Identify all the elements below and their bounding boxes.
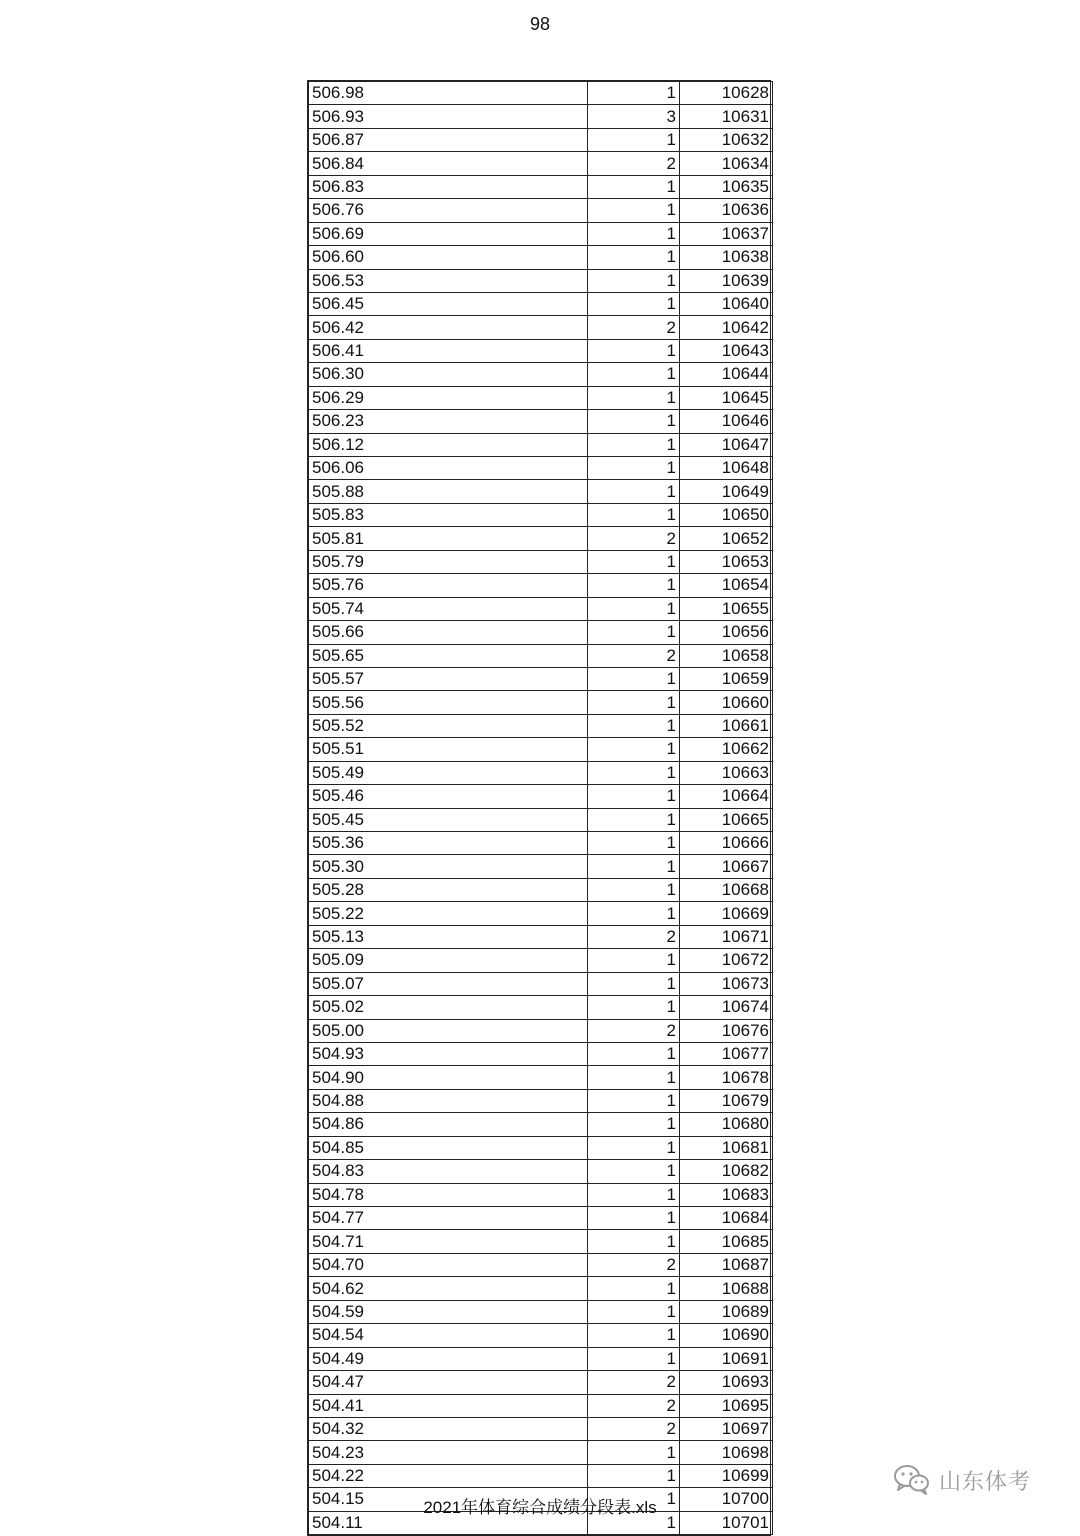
table-row bbox=[309, 878, 773, 901]
table-row bbox=[309, 1183, 773, 1206]
table-row bbox=[309, 1089, 773, 1112]
score-cell: 505.79 bbox=[309, 550, 588, 573]
watermark-text: 山东体考 bbox=[939, 1468, 1032, 1494]
cumulative-cell: 10669 bbox=[680, 902, 773, 925]
cumulative-cell: 10699 bbox=[680, 1464, 773, 1487]
cumulative-cell: 10701 bbox=[680, 1511, 773, 1534]
score-cell: 505.36 bbox=[309, 832, 588, 855]
table-row bbox=[309, 972, 773, 995]
cumulative-cell: 10653 bbox=[680, 550, 773, 573]
score-cell: 504.59 bbox=[309, 1300, 588, 1323]
cumulative-cell: 10688 bbox=[680, 1277, 773, 1300]
cumulative-cell: 10677 bbox=[680, 1042, 773, 1065]
table-row bbox=[309, 175, 773, 198]
score-cell: 504.77 bbox=[309, 1207, 588, 1230]
wechat-icon bbox=[893, 1464, 931, 1496]
cumulative-cell: 10642 bbox=[680, 316, 773, 339]
count-cell: 1 bbox=[588, 433, 680, 456]
cumulative-cell: 10691 bbox=[680, 1347, 773, 1370]
cumulative-cell: 10679 bbox=[680, 1089, 773, 1112]
count-cell: 1 bbox=[588, 621, 680, 644]
score-cell: 504.54 bbox=[309, 1324, 588, 1347]
table-row bbox=[309, 457, 773, 480]
cumulative-cell: 10689 bbox=[680, 1300, 773, 1323]
table-row bbox=[309, 808, 773, 831]
count-cell: 1 bbox=[588, 457, 680, 480]
count-cell: 1 bbox=[588, 1230, 680, 1253]
table-row bbox=[309, 996, 773, 1019]
cumulative-cell: 10631 bbox=[680, 105, 773, 128]
score-cell: 506.29 bbox=[309, 386, 588, 409]
table-row bbox=[309, 621, 773, 644]
cumulative-cell: 10649 bbox=[680, 480, 773, 503]
table-row bbox=[309, 691, 773, 714]
cumulative-cell: 10658 bbox=[680, 644, 773, 667]
count-cell: 1 bbox=[588, 574, 680, 597]
table-row bbox=[309, 1347, 773, 1370]
table-row bbox=[309, 832, 773, 855]
count-cell: 1 bbox=[588, 808, 680, 831]
count-cell: 1 bbox=[588, 1160, 680, 1183]
count-cell: 1 bbox=[588, 949, 680, 972]
count-cell: 1 bbox=[588, 82, 680, 105]
score-cell: 506.42 bbox=[309, 316, 588, 339]
table-row bbox=[309, 1042, 773, 1065]
score-cell: 506.53 bbox=[309, 269, 588, 292]
cumulative-cell: 10663 bbox=[680, 761, 773, 784]
cumulative-cell: 10635 bbox=[680, 175, 773, 198]
cumulative-cell: 10664 bbox=[680, 785, 773, 808]
cumulative-cell: 10652 bbox=[680, 527, 773, 550]
table-row bbox=[309, 339, 773, 362]
score-cell: 506.76 bbox=[309, 199, 588, 222]
score-cell: 504.86 bbox=[309, 1113, 588, 1136]
score-cell: 505.83 bbox=[309, 503, 588, 526]
score-cell: 506.30 bbox=[309, 363, 588, 386]
table-row bbox=[309, 1464, 773, 1487]
table-row bbox=[309, 386, 773, 409]
count-cell: 1 bbox=[588, 199, 680, 222]
table-row bbox=[309, 292, 773, 315]
count-cell: 2 bbox=[588, 1394, 680, 1417]
score-cell: 504.85 bbox=[309, 1136, 588, 1159]
count-cell: 1 bbox=[588, 667, 680, 690]
score-cell: 505.13 bbox=[309, 925, 588, 948]
table-row bbox=[309, 105, 773, 128]
cumulative-cell: 10666 bbox=[680, 832, 773, 855]
count-cell: 1 bbox=[588, 1136, 680, 1159]
score-cell: 504.49 bbox=[309, 1347, 588, 1370]
count-cell: 1 bbox=[588, 1183, 680, 1206]
count-cell: 1 bbox=[588, 1089, 680, 1112]
count-cell: 1 bbox=[588, 1464, 680, 1487]
count-cell: 1 bbox=[588, 386, 680, 409]
table-row bbox=[309, 1019, 773, 1042]
cumulative-cell: 10655 bbox=[680, 597, 773, 620]
score-cell: 506.87 bbox=[309, 128, 588, 151]
count-cell: 1 bbox=[588, 175, 680, 198]
cumulative-cell: 10690 bbox=[680, 1324, 773, 1347]
cumulative-cell: 10643 bbox=[680, 339, 773, 362]
count-cell: 1 bbox=[588, 738, 680, 761]
cumulative-cell: 10648 bbox=[680, 457, 773, 480]
score-cell: 505.81 bbox=[309, 527, 588, 550]
table-row bbox=[309, 785, 773, 808]
cumulative-cell: 10682 bbox=[680, 1160, 773, 1183]
score-cell: 504.47 bbox=[309, 1371, 588, 1394]
count-cell: 2 bbox=[588, 527, 680, 550]
count-cell: 1 bbox=[588, 246, 680, 269]
score-cell: 505.74 bbox=[309, 597, 588, 620]
count-cell: 1 bbox=[588, 292, 680, 315]
table-row bbox=[309, 1277, 773, 1300]
watermark bbox=[893, 1462, 1031, 1498]
cumulative-cell: 10632 bbox=[680, 128, 773, 151]
score-cell: 504.62 bbox=[309, 1277, 588, 1300]
score-cell: 505.45 bbox=[309, 808, 588, 831]
score-cell: 505.66 bbox=[309, 621, 588, 644]
cumulative-cell: 10684 bbox=[680, 1207, 773, 1230]
count-cell: 1 bbox=[588, 1511, 680, 1534]
score-cell: 504.15 bbox=[309, 1488, 588, 1511]
score-cell: 506.23 bbox=[309, 410, 588, 433]
count-cell: 1 bbox=[588, 1324, 680, 1347]
cumulative-cell: 10685 bbox=[680, 1230, 773, 1253]
table-row bbox=[309, 82, 773, 105]
cumulative-cell: 10668 bbox=[680, 878, 773, 901]
table-row bbox=[309, 925, 773, 948]
cumulative-cell: 10674 bbox=[680, 996, 773, 1019]
cumulative-cell: 10656 bbox=[680, 621, 773, 644]
table-row bbox=[309, 152, 773, 175]
score-cell: 504.71 bbox=[309, 1230, 588, 1253]
count-cell: 1 bbox=[588, 1488, 680, 1511]
score-cell: 505.56 bbox=[309, 691, 588, 714]
cumulative-cell: 10660 bbox=[680, 691, 773, 714]
table-row bbox=[309, 550, 773, 573]
score-cell: 505.07 bbox=[309, 972, 588, 995]
cumulative-cell: 10646 bbox=[680, 410, 773, 433]
table-row bbox=[309, 1441, 773, 1464]
count-cell: 1 bbox=[588, 972, 680, 995]
cumulative-cell: 10683 bbox=[680, 1183, 773, 1206]
count-cell: 1 bbox=[588, 1441, 680, 1464]
table-row bbox=[309, 222, 773, 245]
cumulative-cell: 10637 bbox=[680, 222, 773, 245]
table-row bbox=[309, 199, 773, 222]
cumulative-cell: 10661 bbox=[680, 714, 773, 737]
count-cell: 1 bbox=[588, 855, 680, 878]
count-cell: 1 bbox=[588, 550, 680, 573]
table-row bbox=[309, 1394, 773, 1417]
score-cell: 505.76 bbox=[309, 574, 588, 597]
score-cell: 505.02 bbox=[309, 996, 588, 1019]
cumulative-cell: 10678 bbox=[680, 1066, 773, 1089]
score-cell: 506.06 bbox=[309, 457, 588, 480]
score-cell: 506.45 bbox=[309, 292, 588, 315]
cumulative-cell: 10700 bbox=[680, 1488, 773, 1511]
count-cell: 1 bbox=[588, 761, 680, 784]
table-row bbox=[309, 363, 773, 386]
score-cell: 505.51 bbox=[309, 738, 588, 761]
score-cell: 504.90 bbox=[309, 1066, 588, 1089]
cumulative-cell: 10676 bbox=[680, 1019, 773, 1042]
score-cell: 506.83 bbox=[309, 175, 588, 198]
count-cell: 2 bbox=[588, 316, 680, 339]
table-row bbox=[309, 503, 773, 526]
score-cell: 505.52 bbox=[309, 714, 588, 737]
cumulative-cell: 10645 bbox=[680, 386, 773, 409]
cumulative-cell: 10697 bbox=[680, 1417, 773, 1440]
score-cell: 504.22 bbox=[309, 1464, 588, 1487]
table-row bbox=[309, 246, 773, 269]
cumulative-cell: 10640 bbox=[680, 292, 773, 315]
score-cell: 505.65 bbox=[309, 644, 588, 667]
cumulative-cell: 10671 bbox=[680, 925, 773, 948]
score-cell: 504.41 bbox=[309, 1394, 588, 1417]
score-cell: 504.88 bbox=[309, 1089, 588, 1112]
table-row bbox=[309, 269, 773, 292]
score-cell: 504.83 bbox=[309, 1160, 588, 1183]
cumulative-cell: 10662 bbox=[680, 738, 773, 761]
count-cell: 1 bbox=[588, 363, 680, 386]
count-cell: 1 bbox=[588, 339, 680, 362]
count-cell: 1 bbox=[588, 597, 680, 620]
count-cell: 1 bbox=[588, 832, 680, 855]
count-cell: 1 bbox=[588, 480, 680, 503]
score-cell: 506.84 bbox=[309, 152, 588, 175]
table-row bbox=[309, 1300, 773, 1323]
count-cell: 1 bbox=[588, 996, 680, 1019]
cumulative-cell: 10638 bbox=[680, 246, 773, 269]
score-cell: 505.09 bbox=[309, 949, 588, 972]
table-row bbox=[309, 855, 773, 878]
table-row bbox=[309, 410, 773, 433]
count-cell: 1 bbox=[588, 1042, 680, 1065]
count-cell: 1 bbox=[588, 785, 680, 808]
cumulative-cell: 10680 bbox=[680, 1113, 773, 1136]
cumulative-cell: 10634 bbox=[680, 152, 773, 175]
count-cell: 3 bbox=[588, 105, 680, 128]
count-cell: 1 bbox=[588, 269, 680, 292]
count-cell: 2 bbox=[588, 644, 680, 667]
table-row bbox=[309, 433, 773, 456]
table-row bbox=[309, 1207, 773, 1230]
table-row bbox=[309, 714, 773, 737]
count-cell: 1 bbox=[588, 410, 680, 433]
cumulative-cell: 10665 bbox=[680, 808, 773, 831]
score-cell: 504.78 bbox=[309, 1183, 588, 1206]
table-row bbox=[309, 1253, 773, 1276]
count-cell: 1 bbox=[588, 691, 680, 714]
count-cell: 1 bbox=[588, 222, 680, 245]
cumulative-cell: 10672 bbox=[680, 949, 773, 972]
table-row bbox=[309, 574, 773, 597]
cumulative-cell: 10650 bbox=[680, 503, 773, 526]
table-row bbox=[309, 316, 773, 339]
table-row bbox=[309, 1371, 773, 1394]
score-cell: 506.60 bbox=[309, 246, 588, 269]
score-cell: 504.93 bbox=[309, 1042, 588, 1065]
table-row bbox=[309, 1160, 773, 1183]
cumulative-cell: 10659 bbox=[680, 667, 773, 690]
score-cell: 505.49 bbox=[309, 761, 588, 784]
cumulative-cell: 10698 bbox=[680, 1441, 773, 1464]
cumulative-cell: 10647 bbox=[680, 433, 773, 456]
count-cell: 1 bbox=[588, 128, 680, 151]
cumulative-cell: 10693 bbox=[680, 1371, 773, 1394]
table-row bbox=[309, 761, 773, 784]
count-cell: 1 bbox=[588, 1300, 680, 1323]
table-row bbox=[309, 667, 773, 690]
score-cell: 506.93 bbox=[309, 105, 588, 128]
table-row bbox=[309, 644, 773, 667]
score-cell: 506.98 bbox=[309, 82, 588, 105]
table-row bbox=[309, 128, 773, 151]
table-row bbox=[309, 1230, 773, 1253]
cumulative-cell: 10681 bbox=[680, 1136, 773, 1159]
score-cell: 505.46 bbox=[309, 785, 588, 808]
score-cell: 504.23 bbox=[309, 1441, 588, 1464]
table-row bbox=[309, 738, 773, 761]
table-row bbox=[309, 1324, 773, 1347]
count-cell: 2 bbox=[588, 152, 680, 175]
cumulative-cell: 10654 bbox=[680, 574, 773, 597]
table-row bbox=[309, 1136, 773, 1159]
count-cell: 2 bbox=[588, 1253, 680, 1276]
table-body bbox=[309, 82, 773, 1535]
page-number: 98 bbox=[529, 14, 551, 34]
table-row bbox=[309, 527, 773, 550]
count-cell: 1 bbox=[588, 503, 680, 526]
count-cell: 1 bbox=[588, 1113, 680, 1136]
score-cell: 504.11 bbox=[309, 1511, 588, 1534]
score-cell: 506.12 bbox=[309, 433, 588, 456]
score-table bbox=[307, 80, 771, 1536]
count-cell: 1 bbox=[588, 1066, 680, 1089]
score-cell: 504.70 bbox=[309, 1253, 588, 1276]
count-cell: 2 bbox=[588, 1371, 680, 1394]
cumulative-cell: 10636 bbox=[680, 199, 773, 222]
score-cell: 505.30 bbox=[309, 855, 588, 878]
cumulative-cell: 10695 bbox=[680, 1394, 773, 1417]
count-cell: 1 bbox=[588, 1207, 680, 1230]
table-row bbox=[309, 480, 773, 503]
count-cell: 2 bbox=[588, 925, 680, 948]
count-cell: 1 bbox=[588, 878, 680, 901]
cumulative-cell: 10644 bbox=[680, 363, 773, 386]
score-cell: 506.69 bbox=[309, 222, 588, 245]
table-row bbox=[309, 597, 773, 620]
score-cell: 504.32 bbox=[309, 1417, 588, 1440]
score-cell: 505.00 bbox=[309, 1019, 588, 1042]
footer-file-title: 2021年体育综合成绩分段表.xls bbox=[423, 1498, 657, 1517]
score-cell: 505.22 bbox=[309, 902, 588, 925]
count-cell: 2 bbox=[588, 1019, 680, 1042]
cumulative-cell: 10667 bbox=[680, 855, 773, 878]
table-row bbox=[309, 1417, 773, 1440]
cumulative-cell: 10628 bbox=[680, 82, 773, 105]
count-cell: 1 bbox=[588, 1347, 680, 1370]
table-row bbox=[309, 1113, 773, 1136]
count-cell: 2 bbox=[588, 1417, 680, 1440]
count-cell: 1 bbox=[588, 1277, 680, 1300]
count-cell: 1 bbox=[588, 902, 680, 925]
table-row bbox=[309, 902, 773, 925]
count-cell: 1 bbox=[588, 714, 680, 737]
cumulative-cell: 10639 bbox=[680, 269, 773, 292]
score-cell: 506.41 bbox=[309, 339, 588, 362]
table-row bbox=[309, 1066, 773, 1089]
score-cell: 505.88 bbox=[309, 480, 588, 503]
score-cell: 505.28 bbox=[309, 878, 588, 901]
cumulative-cell: 10673 bbox=[680, 972, 773, 995]
table-row bbox=[309, 949, 773, 972]
score-cell: 505.57 bbox=[309, 667, 588, 690]
cumulative-cell: 10687 bbox=[680, 1253, 773, 1276]
